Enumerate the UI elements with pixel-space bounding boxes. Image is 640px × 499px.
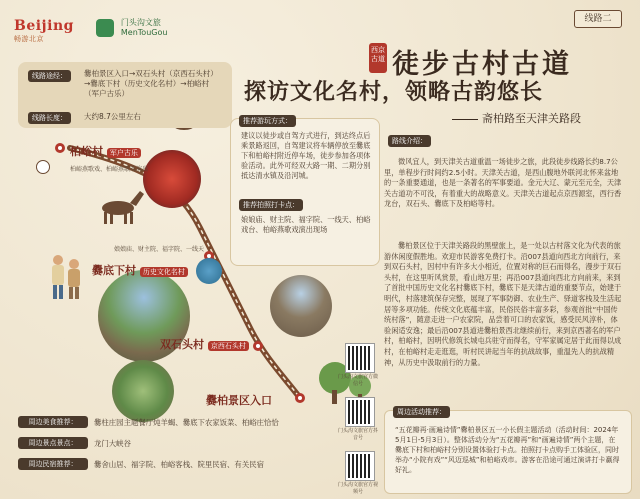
qr-code[interactable] bbox=[346, 344, 374, 372]
route-info-box bbox=[18, 62, 232, 128]
route-label: 线路途经： bbox=[28, 70, 71, 82]
qr-caption: 门头沟文旅官方微信号 bbox=[338, 374, 379, 387]
stop-cuandixia-sub: 历史文化名村 bbox=[140, 267, 188, 277]
tips-box bbox=[230, 118, 380, 266]
mentougou-logo bbox=[96, 18, 167, 38]
stop-cuandixia-caption: 娘娘庙、财主院、福字院、一线天 bbox=[114, 246, 205, 253]
tips-label: 推荐游玩方式： bbox=[239, 115, 296, 127]
horse-icon bbox=[174, 128, 194, 130]
scenic-entrance-photo bbox=[112, 360, 174, 422]
mentougou-logo-icon bbox=[96, 19, 114, 37]
scenery-small-photo bbox=[196, 258, 222, 284]
intro-label: 路线介绍： bbox=[388, 135, 431, 147]
length-label: 线路长度： bbox=[28, 112, 71, 124]
homestay-label: 周边民宿推荐： bbox=[18, 458, 88, 470]
intro-section bbox=[384, 127, 630, 405]
nearby-row-food bbox=[18, 414, 378, 435]
nearby-recommendations bbox=[18, 414, 378, 477]
tips-text: 建议以徒步或自驾方式进行，到达终点后乘景路返回，自驾建议将车辆停放至爨底下和柏峪村附近停车场，徒步参加各项体验活动。此外可经双大路一期、二期分别抵达清水镇及沿河城。 bbox=[241, 131, 371, 180]
stop-boyu-sub: 军户古乐 bbox=[107, 148, 141, 158]
seal-stamp: 西京古道 bbox=[369, 43, 387, 73]
stop-shuangshitou-sub: 京西石头村 bbox=[208, 341, 249, 351]
mentougou-logo-text bbox=[121, 18, 168, 38]
photo-spots-label: 推荐拍照打卡点： bbox=[239, 199, 303, 211]
intro-paragraph-2: 爨柏景区位于天津关路段的黑壁旅上，是一处以古村落文化为代表的旅游休闲度假胜地。欢迎市民游客免费打卡。沿007县道向西北方向前行，来到双石头村，因村中有许多大小相近，位置对称的巨石而得名，漫步于双石头村，在这里听风赏景，看山地万里；再沿007县道向西北方向前来，来到了首批中国历史文化名村爨底下村，爨底下是天津古道的重要节点，始建于明代，村落建筑保存完整，展现了军事防御、农业生产、驿道客栈及生活起居等多项功能。传统文化底蕴丰富，民俗民俗丰富多彩，参观首批“中国传统村落”，随意走进一户农家院，品尝着可口的农家饭，感受民风淳朴，体验闲适安逸；最后沿007县道进爨柏景西北继续前行，来到京西著名的军户村，柏峪村，因明代修筑长城屯兵驻守而得名，守军家属定居于此而得以成村，在柏峪村走走逛逛，听村民讲起当年的抗战故事，重温先人的抗战精神，从历史中汲取前行的力量。 bbox=[384, 241, 622, 367]
opera-photo bbox=[143, 150, 201, 208]
stop-shuangshitou-name: 双石头村 bbox=[160, 338, 204, 351]
intro-paragraph-1: 微风宜人，到天津关古道重温一场徒步之旅，此段徒步线路长约8.7公里，单程步行时间约2.5小时。天津关古道，是西山腹地外联河北怀来盆地的一条重要通道，也是一条著名的军事要道。金元大辽、蒙元至元全，天津关古道功不可没，有着重大的战略意义。天津关古道起点京西源室，西行香龙台，双石头、爨底下及柏峪等村。 bbox=[384, 157, 622, 209]
event-box bbox=[384, 410, 632, 494]
pin-icon bbox=[295, 393, 305, 403]
qr-caption: 门头沟文旅官方视频号 bbox=[338, 482, 379, 495]
page-subtitle: 探访文化名村，领略古韵悠长 bbox=[244, 79, 544, 105]
nearby-row-sights bbox=[18, 435, 378, 456]
page-title: 徒步古村古道 bbox=[392, 49, 572, 80]
stop-boyu-name: 柏峪村 bbox=[70, 145, 103, 158]
logo-beijing-text: Beijing bbox=[14, 18, 74, 34]
nearby-row-homestay bbox=[18, 456, 378, 477]
pin-icon bbox=[55, 143, 65, 153]
stop-entrance bbox=[206, 392, 272, 408]
event-label: 周边活动推荐： bbox=[393, 406, 450, 418]
length-text: 大约8.7公里左右 bbox=[84, 112, 141, 121]
camera-icon bbox=[36, 160, 50, 174]
route-segment-label: 斋柏路至天津关路段 bbox=[452, 110, 581, 126]
beijing-logo bbox=[14, 18, 74, 44]
hikers-illustration bbox=[52, 255, 80, 299]
homestay-text: 爨舍山居、福字院、柏峪客栈、院里民宿、有关民宿 bbox=[94, 460, 264, 469]
qr-caption: 门头沟文旅官方抖音号 bbox=[338, 428, 379, 441]
route-label-row bbox=[28, 70, 71, 82]
stop-boyu bbox=[70, 143, 141, 159]
stone-village-photo bbox=[270, 275, 332, 337]
length-label-row bbox=[28, 112, 71, 124]
horse-icon bbox=[102, 191, 144, 224]
logo-mentougou-en: MenTouGou bbox=[120, 28, 168, 37]
pin-icon bbox=[253, 341, 263, 351]
photo-spots-text: 娘娘庙、财主院、福字院、一线天、柏峪戏台、柏峪燕歌戏演出现场 bbox=[241, 215, 371, 234]
sights-label: 周边景点景点： bbox=[18, 437, 88, 449]
stop-entrance-name: 爨柏景区入口 bbox=[206, 394, 272, 407]
event-text: “五花瓣再·画遍诗情”爨柏景区五一小长假主题活动（活动时间：2024年5月1日-5月3日）。整体活动分为“五花瓣再”和“画遍诗情”两个主题，在爨底下村和柏峪村分别设置体验打卡点。拍照打卡点购手工体验区，同时举办“小院有戏”“风迈巡城”和柏峪戏市。游客在沿途可通过演讲打卡赢得好礼。 bbox=[395, 426, 620, 474]
logo-mentougou-cn: 门头沟文旅 bbox=[120, 18, 161, 27]
food-text: 爨柱庄园主题餐厅炖羊蝎、爨底下农家饭菜、柏峪庄恰恰 bbox=[94, 418, 279, 427]
stop-cuandixia bbox=[92, 262, 188, 278]
sights-text: 龙门大峡谷 bbox=[94, 439, 131, 448]
stop-cuandixia-name: 爨底下村 bbox=[92, 264, 136, 277]
route-text: 爨柏景区入口→双石头村（京西石头村）→爨底下村（历史文化名村）→柏峪村（军户古乐） bbox=[84, 69, 218, 98]
stop-boyu-caption: 柏峪燕歌戏、柏峪燕歌戏演出 bbox=[70, 166, 149, 173]
stop-shuangshitou bbox=[160, 336, 249, 352]
food-label: 周边美食推荐： bbox=[18, 416, 88, 428]
logo-beijing-sub: 畅游北京 bbox=[14, 35, 44, 43]
route-tag: 线路二 bbox=[574, 10, 622, 28]
